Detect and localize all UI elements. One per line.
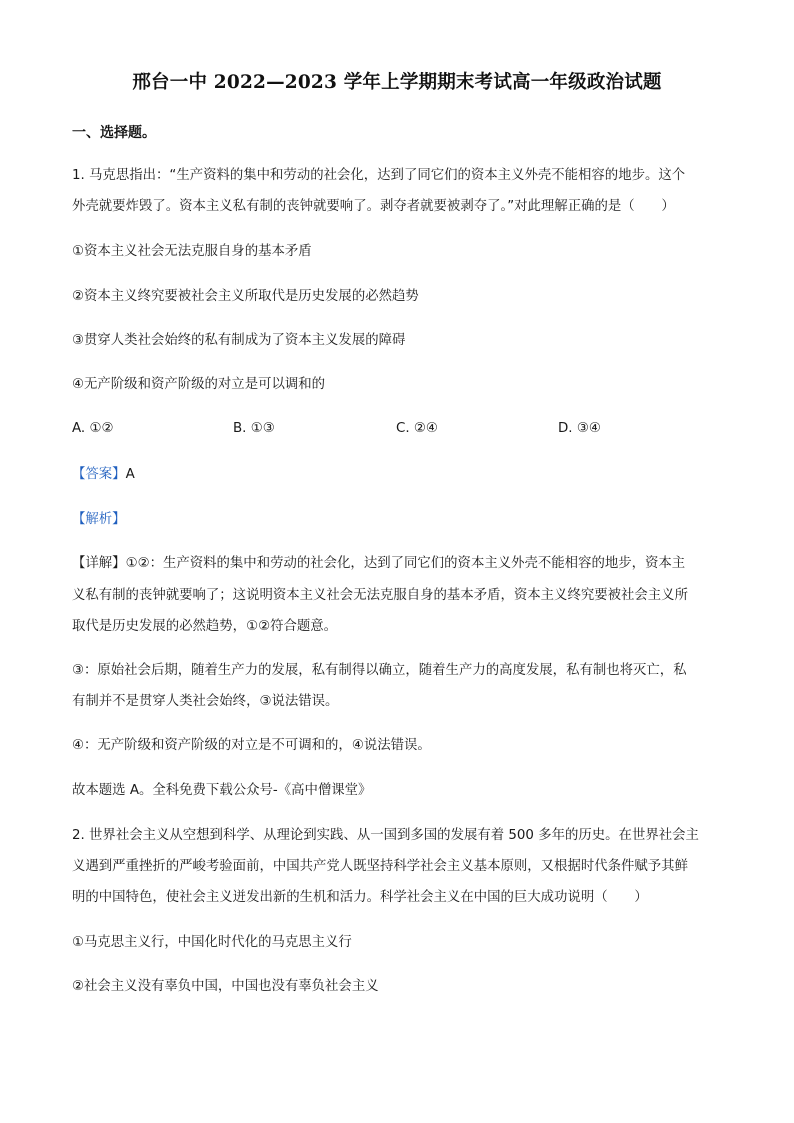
q1-option-d: D. ③④ bbox=[558, 421, 601, 436]
analysis-tag: 【解析】 bbox=[72, 512, 126, 527]
q2-stem-line-2: 义遇到严重挫折的严峻考验面前，中国共产党人既坚持科学社会主义基本原则，又根据时代条件赋予其鲜 bbox=[72, 859, 688, 874]
page-title: 邢台一中 2022—2023 学年上学期期末考试高一年级政治试题 bbox=[132, 72, 662, 93]
q1-detail3-line-1: ③：原始社会后期，随着生产力的发展，私有制得以确立，随着生产力的高度发展，私有制也将灭亡，私 bbox=[72, 663, 687, 678]
q1-item-3: ③贯穿人类社会始终的私有制成为了资本主义发展的障碍 bbox=[72, 333, 406, 348]
q1-analysis-heading bbox=[72, 510, 126, 530]
q2-stem-line-1: 2. 世界社会主义从空想到科学、从理论到实践、从一国到多国的发展有着 500 多年的历史。在世界社会主 bbox=[72, 828, 699, 843]
q1-item-1: ①资本主义社会无法克服自身的基本矛盾 bbox=[72, 244, 312, 259]
q2-item-1: ①马克思主义行，中国化时代化的马克思主义行 bbox=[72, 935, 352, 950]
q1-detail-line-1 bbox=[72, 554, 685, 574]
q2-item-2: ②社会主义没有辜负中国，中国也没有辜负社会主义 bbox=[72, 979, 379, 994]
detail-text: ①②：生产资料的集中和劳动的社会化，达到了同它们的资本主义外壳不能相容的地步，资本主 bbox=[125, 556, 686, 571]
answer-tag: 【答案】 bbox=[72, 467, 126, 482]
q1-item-4: ④无产阶级和资产阶级的对立是可以调和的 bbox=[72, 377, 326, 392]
q1-stem-line-2: 外壳就要炸毁了。资本主义私有制的丧钟就要响了。剥夺者就要被剥夺了。”对此理解正确的是（ ） bbox=[72, 199, 675, 214]
answer-value: A bbox=[125, 467, 135, 482]
q1-detail3-line-2: 有制并不是贯穿人类社会始终，③说法错误。 bbox=[72, 694, 339, 709]
section-heading: 一、选择题。 bbox=[72, 125, 156, 141]
q1-conclusion: 故本题选 A。全科免费下载公众号-《高中僧课堂》 bbox=[72, 783, 372, 798]
q1-detail-line-2: 义私有制的丧钟就要响了；这说明资本主义社会无法克服自身的基本矛盾，资本主义终究要被社会主义所 bbox=[72, 588, 688, 603]
q1-detail4: ④：无产阶级和资产阶级的对立是不可调和的，④说法错误。 bbox=[72, 738, 431, 753]
q1-option-c: C. ②④ bbox=[396, 421, 438, 436]
q1-option-b: B. ①③ bbox=[233, 421, 275, 436]
q1-stem-line-1: 1. 马克思指出：“生产资料的集中和劳动的社会化，达到了同它们的资本主义外壳不能相容的地步。这个 bbox=[72, 168, 686, 183]
q1-answer bbox=[72, 465, 135, 485]
q1-item-2: ②资本主义终究要被社会主义所取代是历史发展的必然趋势 bbox=[72, 289, 419, 304]
q1-detail-line-3: 取代是历史发展的必然趋势，①②符合题意。 bbox=[72, 619, 338, 634]
q1-option-a: A. ①② bbox=[72, 421, 114, 436]
q2-stem-line-3: 明的中国特色，使社会主义迸发出新的生机和活力。科学社会主义在中国的巨大成功说明（ ） bbox=[72, 890, 648, 905]
detail-tag: 【详解】 bbox=[72, 556, 126, 571]
